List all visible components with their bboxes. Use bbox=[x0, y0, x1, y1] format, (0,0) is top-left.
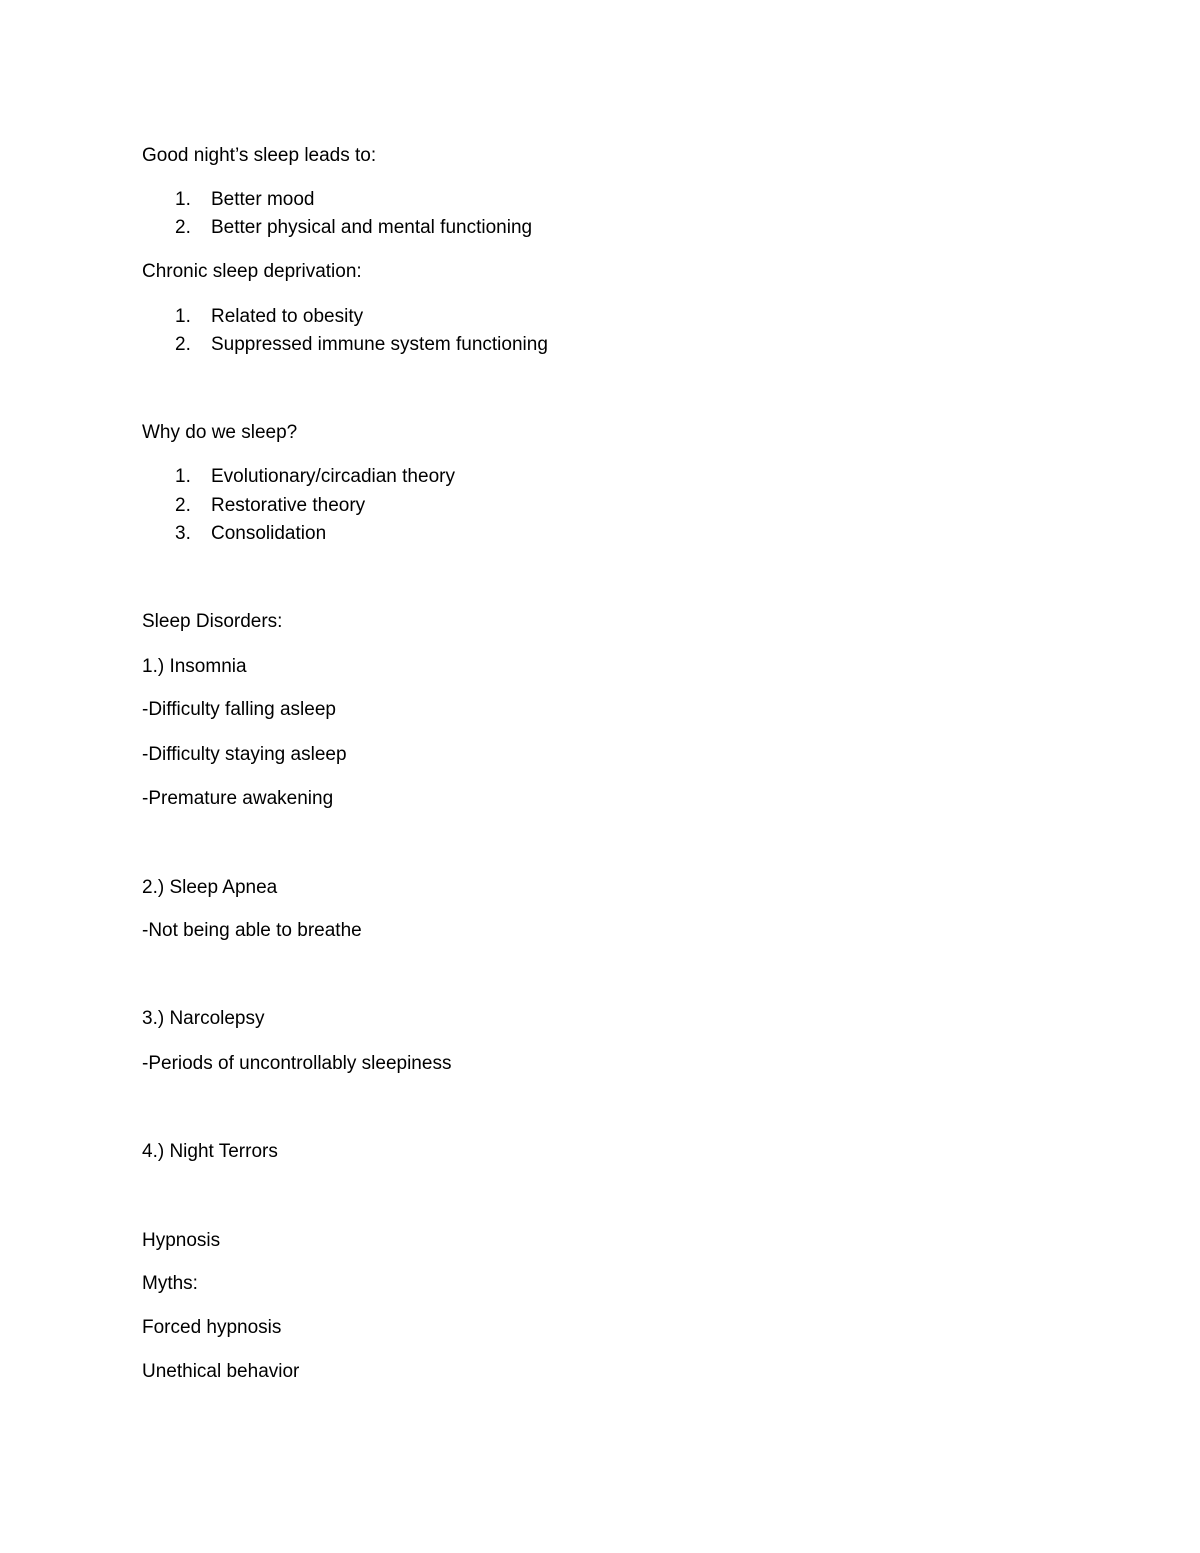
list-item-number: 1. bbox=[175, 466, 191, 487]
myth-item: Unethical behavior bbox=[142, 1361, 300, 1382]
list-item-number: 1. bbox=[175, 306, 191, 327]
myth-item: Forced hypnosis bbox=[142, 1317, 282, 1338]
disorder-point: -Difficulty falling asleep bbox=[142, 699, 336, 720]
list-item-number: 3. bbox=[175, 523, 191, 544]
list-item: Related to obesity bbox=[211, 306, 364, 327]
disorder-title-apnea: 2.) Sleep Apnea bbox=[142, 877, 278, 898]
list-item-number: 2. bbox=[175, 334, 191, 355]
disorder-point: -Periods of uncontrollably sleepiness bbox=[142, 1053, 452, 1074]
hypnosis-heading: Hypnosis bbox=[142, 1230, 221, 1251]
list-item-number: 2. bbox=[175, 495, 191, 516]
list-item: Evolutionary/circadian theory bbox=[211, 466, 455, 487]
disorder-point: -Difficulty staying asleep bbox=[142, 744, 347, 765]
deprivation-heading: Chronic sleep deprivation: bbox=[142, 261, 362, 282]
disorder-title-narcolepsy: 3.) Narcolepsy bbox=[142, 1008, 265, 1029]
list-item: Consolidation bbox=[211, 523, 327, 544]
disorders-heading: Sleep Disorders: bbox=[142, 611, 283, 632]
list-item: Suppressed immune system functioning bbox=[211, 334, 548, 355]
disorder-point: -Not being able to breathe bbox=[142, 920, 362, 941]
benefits-heading: Good night’s sleep leads to: bbox=[142, 145, 377, 166]
why-heading: Why do we sleep? bbox=[142, 422, 298, 443]
myths-label: Myths: bbox=[142, 1273, 198, 1294]
disorder-point: -Premature awakening bbox=[142, 788, 334, 809]
disorder-title-terrors: 4.) Night Terrors bbox=[142, 1141, 278, 1162]
list-item-number: 2. bbox=[175, 217, 191, 238]
list-item: Better mood bbox=[211, 189, 315, 210]
disorder-title-insomnia: 1.) Insomnia bbox=[142, 656, 247, 677]
list-item: Restorative theory bbox=[211, 495, 366, 516]
list-item-number: 1. bbox=[175, 189, 191, 210]
list-item: Better physical and mental functioning bbox=[211, 217, 533, 238]
